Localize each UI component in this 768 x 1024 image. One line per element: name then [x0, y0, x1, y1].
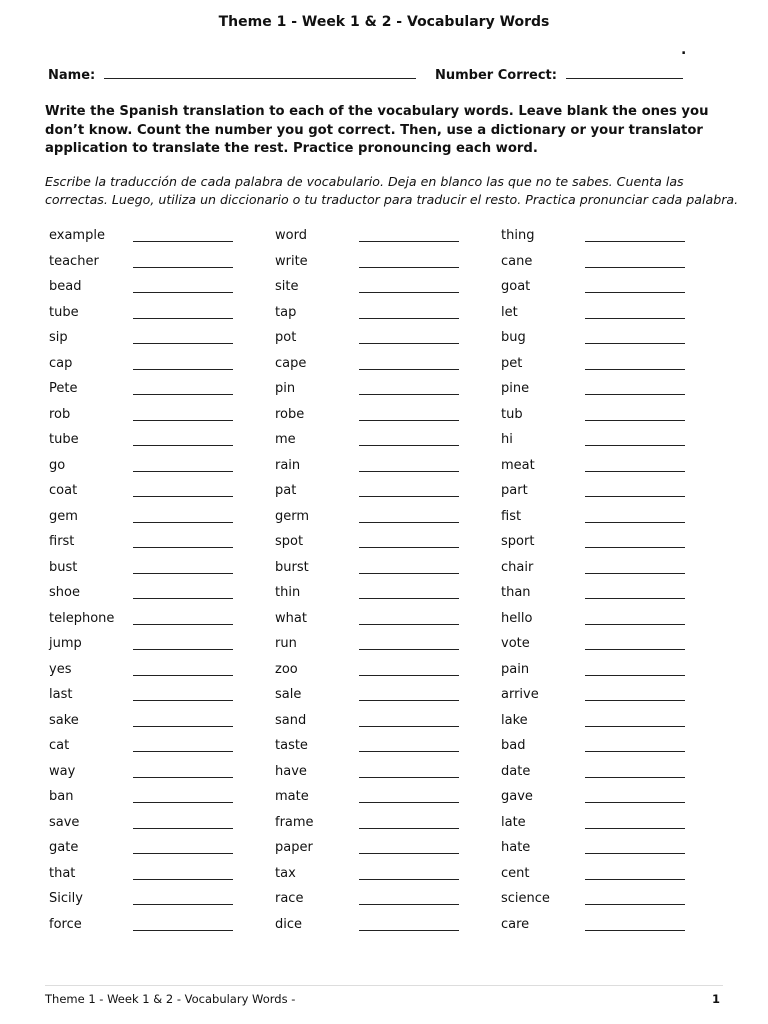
vocab-word: last — [49, 687, 73, 702]
vocab-word: save — [49, 814, 80, 830]
footer-text: Theme 1 - Week 1 & 2 - Vocabulary Words - — [45, 992, 296, 1006]
vocab-word: care — [501, 916, 530, 932]
translation-blank-line[interactable] — [359, 777, 459, 778]
vocab-word: tube — [49, 304, 79, 320]
translation-blank-line[interactable] — [133, 445, 233, 446]
vocab-word: that — [49, 865, 76, 881]
vocab-word: hello — [501, 610, 533, 626]
vocab-row — [49, 277, 709, 303]
vocab-word: pine — [501, 381, 530, 396]
vocab-word: than — [501, 585, 531, 600]
translation-blank-line[interactable] — [359, 828, 459, 829]
vocab-word: late — [501, 814, 526, 830]
translation-blank-line[interactable] — [585, 700, 685, 701]
vocab-word: frame — [275, 814, 314, 830]
translation-blank-line[interactable] — [133, 751, 233, 752]
vocab-word: site — [275, 279, 299, 294]
vocab-word: Pete — [49, 381, 78, 396]
vocab-word: hi — [501, 432, 513, 447]
translation-blank-line[interactable] — [585, 369, 685, 370]
vocab-word: first — [49, 534, 75, 549]
vocab-word: cape — [275, 355, 307, 371]
vocab-word: sport — [501, 534, 535, 549]
vocab-word: write — [275, 253, 308, 269]
translation-blank-line[interactable] — [359, 241, 459, 242]
vocab-word: chair — [501, 559, 534, 575]
translation-blank-line[interactable] — [585, 343, 685, 344]
translation-blank-line[interactable] — [133, 598, 233, 599]
translation-blank-line[interactable] — [359, 598, 459, 599]
vocab-word: science — [501, 891, 550, 906]
translation-blank-line[interactable] — [585, 649, 685, 650]
translation-blank-line[interactable] — [133, 777, 233, 778]
vocab-row — [49, 379, 709, 405]
translation-blank-line[interactable] — [133, 318, 233, 319]
vocab-row — [49, 507, 709, 533]
vocab-word: have — [275, 763, 307, 779]
translation-blank-line[interactable] — [359, 445, 459, 446]
vocab-word: yes — [49, 661, 72, 677]
vocab-row — [49, 226, 709, 252]
translation-blank-line[interactable] — [133, 828, 233, 829]
translation-blank-line[interactable] — [585, 751, 685, 752]
vocab-word: goat — [501, 279, 531, 294]
vocab-word: gave — [501, 789, 533, 804]
vocab-row — [49, 660, 709, 686]
vocab-row — [49, 558, 709, 584]
translation-blank-line[interactable] — [585, 904, 685, 905]
vocab-word: bust — [49, 559, 78, 575]
vocab-word: cap — [49, 355, 73, 371]
vocab-word: lake — [501, 712, 528, 728]
vocab-row — [49, 481, 709, 507]
vocab-row — [49, 405, 709, 431]
translation-blank-line[interactable] — [133, 496, 233, 497]
vocab-row — [49, 915, 709, 941]
translation-blank-line[interactable] — [585, 471, 685, 472]
translation-blank-line[interactable] — [359, 751, 459, 752]
translation-blank-line[interactable] — [133, 547, 233, 548]
vocab-row — [49, 456, 709, 482]
translation-blank-line[interactable] — [359, 369, 459, 370]
name-label: Name: — [48, 68, 96, 83]
vocab-word: example — [49, 228, 105, 243]
translation-blank-line[interactable] — [585, 573, 685, 574]
vocab-row — [49, 736, 709, 762]
vocab-word: bad — [501, 738, 526, 753]
instructions-english: Write the Spanish translation to each of the vocabulary words. Leave blank the ones you don’t know. Count the number you got correct. Then, use a dictionary or your translator application to translate the rest. Practice pronouncing each word. — [45, 104, 709, 156]
vocab-word: part — [501, 483, 528, 498]
translation-blank-line[interactable] — [585, 522, 685, 523]
vocab-row — [49, 711, 709, 737]
vocabulary-grid — [49, 226, 709, 940]
translation-blank-line[interactable] — [133, 420, 233, 421]
vocab-word: coat — [49, 483, 78, 498]
vocab-word: spot — [275, 534, 304, 549]
vocab-word: telephone — [49, 610, 115, 626]
vocab-word: jump — [49, 636, 82, 651]
translation-blank-line[interactable] — [359, 726, 459, 727]
translation-blank-line[interactable] — [359, 318, 459, 319]
vocab-word: gem — [49, 508, 78, 524]
vocab-word: run — [275, 636, 297, 651]
vocab-word: vote — [501, 636, 530, 651]
translation-blank-line[interactable] — [585, 420, 685, 421]
translation-blank-line[interactable] — [359, 930, 459, 931]
translation-blank-line[interactable] — [133, 700, 233, 701]
translation-blank-line[interactable] — [133, 853, 233, 854]
translation-blank-line[interactable] — [133, 649, 233, 650]
translation-blank-line[interactable] — [359, 802, 459, 803]
vocab-word: pet — [501, 355, 523, 371]
vocab-word: burst — [275, 559, 309, 575]
vocab-word: cane — [501, 253, 533, 269]
footer-divider — [45, 985, 723, 986]
vocab-word: ban — [49, 789, 74, 804]
vocab-word: zoo — [275, 661, 298, 677]
translation-blank-line[interactable] — [133, 573, 233, 574]
translation-blank-line[interactable] — [133, 292, 233, 293]
translation-blank-line[interactable] — [585, 777, 685, 778]
vocab-row — [49, 838, 709, 864]
vocab-word: shoe — [49, 585, 80, 600]
vocab-row — [49, 787, 709, 813]
translation-blank-line[interactable] — [359, 267, 459, 268]
vocab-row — [49, 813, 709, 839]
translation-blank-line[interactable] — [133, 267, 233, 268]
number-correct-blank-line[interactable] — [566, 66, 683, 79]
vocab-word: sand — [275, 712, 307, 728]
vocab-word: cat — [49, 738, 70, 753]
translation-blank-line[interactable] — [359, 624, 459, 625]
vocab-word: rob — [49, 406, 71, 422]
vocab-row — [49, 303, 709, 329]
page-number: 1 — [711, 992, 720, 1006]
translation-blank-line[interactable] — [359, 522, 459, 523]
translation-blank-line[interactable] — [359, 904, 459, 905]
vocab-word: thin — [275, 585, 301, 600]
translation-blank-line[interactable] — [585, 292, 685, 293]
translation-blank-line[interactable] — [585, 267, 685, 268]
vocab-word: meat — [501, 457, 535, 473]
vocab-word: robe — [275, 406, 305, 422]
vocab-word: tube — [49, 432, 79, 447]
translation-blank-line[interactable] — [133, 394, 233, 395]
translation-blank-line[interactable] — [133, 624, 233, 625]
translation-blank-line[interactable] — [585, 394, 685, 395]
vocab-word: fist — [501, 508, 522, 524]
translation-blank-line[interactable] — [585, 879, 685, 880]
vocab-word: bead — [49, 279, 82, 294]
vocab-word: germ — [275, 508, 310, 524]
vocab-word: taste — [275, 738, 308, 753]
vocab-word: let — [501, 304, 518, 320]
translation-blank-line[interactable] — [585, 547, 685, 548]
translation-blank-line[interactable] — [359, 394, 459, 395]
vocab-row — [49, 430, 709, 456]
vocab-word: tub — [501, 406, 523, 422]
translation-blank-line[interactable] — [133, 369, 233, 370]
translation-blank-line[interactable] — [133, 471, 233, 472]
vocab-row — [49, 252, 709, 278]
vocab-row — [49, 328, 709, 354]
vocab-word: sale — [275, 687, 302, 702]
translation-blank-line[interactable] — [133, 879, 233, 880]
translation-blank-line[interactable] — [359, 547, 459, 548]
vocab-word: gate — [49, 840, 79, 855]
vocab-word: paper — [275, 840, 313, 855]
stray-dot: . — [681, 42, 687, 58]
translation-blank-line[interactable] — [359, 420, 459, 421]
number-correct-row — [435, 66, 683, 83]
translation-blank-line[interactable] — [133, 675, 233, 676]
vocab-word: pat — [275, 483, 297, 498]
translation-blank-line[interactable] — [585, 624, 685, 625]
translation-blank-line[interactable] — [585, 445, 685, 446]
translation-blank-line[interactable] — [359, 471, 459, 472]
translation-blank-line[interactable] — [133, 802, 233, 803]
translation-blank-line[interactable] — [585, 802, 685, 803]
vocab-word: arrive — [501, 687, 539, 702]
translation-blank-line[interactable] — [133, 241, 233, 242]
vocab-word: me — [275, 432, 296, 447]
vocab-word: force — [49, 916, 82, 932]
translation-blank-line[interactable] — [359, 343, 459, 344]
translation-blank-line[interactable] — [359, 853, 459, 854]
name-field-row — [48, 66, 416, 83]
name-blank-line[interactable] — [104, 66, 416, 79]
translation-blank-line[interactable] — [133, 726, 233, 727]
translation-blank-line[interactable] — [359, 496, 459, 497]
translation-blank-line[interactable] — [585, 726, 685, 727]
vocab-word: mate — [275, 789, 309, 804]
translation-blank-line[interactable] — [585, 241, 685, 242]
vocab-word: thing — [501, 228, 535, 243]
vocab-row — [49, 762, 709, 788]
translation-blank-line[interactable] — [585, 675, 685, 676]
translation-blank-line[interactable] — [585, 496, 685, 497]
number-correct-label: Number Correct: — [435, 68, 557, 83]
translation-blank-line[interactable] — [585, 318, 685, 319]
translation-blank-line[interactable] — [133, 904, 233, 905]
vocab-word: Sicily — [49, 891, 83, 906]
page-title: Theme 1 - Week 1 & 2 - Vocabulary Words — [218, 14, 550, 30]
vocab-word: way — [49, 763, 76, 779]
vocab-word: rain — [275, 457, 301, 473]
vocab-word: cent — [501, 865, 530, 881]
vocab-row — [49, 609, 709, 635]
translation-blank-line[interactable] — [585, 598, 685, 599]
translation-blank-line[interactable] — [359, 292, 459, 293]
vocab-row — [49, 889, 709, 915]
vocab-word: tax — [275, 865, 296, 881]
translation-blank-line[interactable] — [585, 828, 685, 829]
translation-blank-line[interactable] — [359, 573, 459, 574]
translation-blank-line[interactable] — [133, 343, 233, 344]
vocab-word: pin — [275, 381, 296, 396]
vocab-word: sake — [49, 712, 79, 728]
translation-blank-line[interactable] — [359, 649, 459, 650]
vocab-row — [49, 354, 709, 380]
translation-blank-line[interactable] — [585, 930, 685, 931]
vocab-row — [49, 634, 709, 660]
vocab-word: bug — [501, 330, 526, 345]
vocab-row — [49, 532, 709, 558]
vocab-row — [49, 685, 709, 711]
vocab-row — [49, 864, 709, 890]
vocab-word: hate — [501, 840, 531, 855]
vocab-word: tap — [275, 304, 297, 320]
instructions-spanish: Escribe la traducción de cada palabra de vocabulario. Deja en blanco las que no te sabes. Cuenta las correctas. Luego, utiliza un diccionario o tu traductor para traducir el resto. Practica pronunciar cada palabra. — [45, 174, 739, 207]
vocab-row — [49, 583, 709, 609]
translation-blank-line[interactable] — [133, 522, 233, 523]
vocab-word: sip — [49, 330, 68, 345]
vocab-word: race — [275, 891, 304, 906]
translation-blank-line[interactable] — [133, 930, 233, 931]
vocab-word: date — [501, 763, 531, 779]
translation-blank-line[interactable] — [359, 700, 459, 701]
vocab-word: pot — [275, 330, 297, 345]
vocab-word: word — [275, 228, 307, 243]
vocab-word: dice — [275, 916, 303, 932]
translation-blank-line[interactable] — [359, 675, 459, 676]
translation-blank-line[interactable] — [359, 879, 459, 880]
vocab-word: pain — [501, 661, 530, 677]
vocab-word: go — [49, 457, 66, 473]
vocab-word: teacher — [49, 253, 99, 269]
translation-blank-line[interactable] — [585, 853, 685, 854]
vocab-word: what — [275, 610, 307, 626]
